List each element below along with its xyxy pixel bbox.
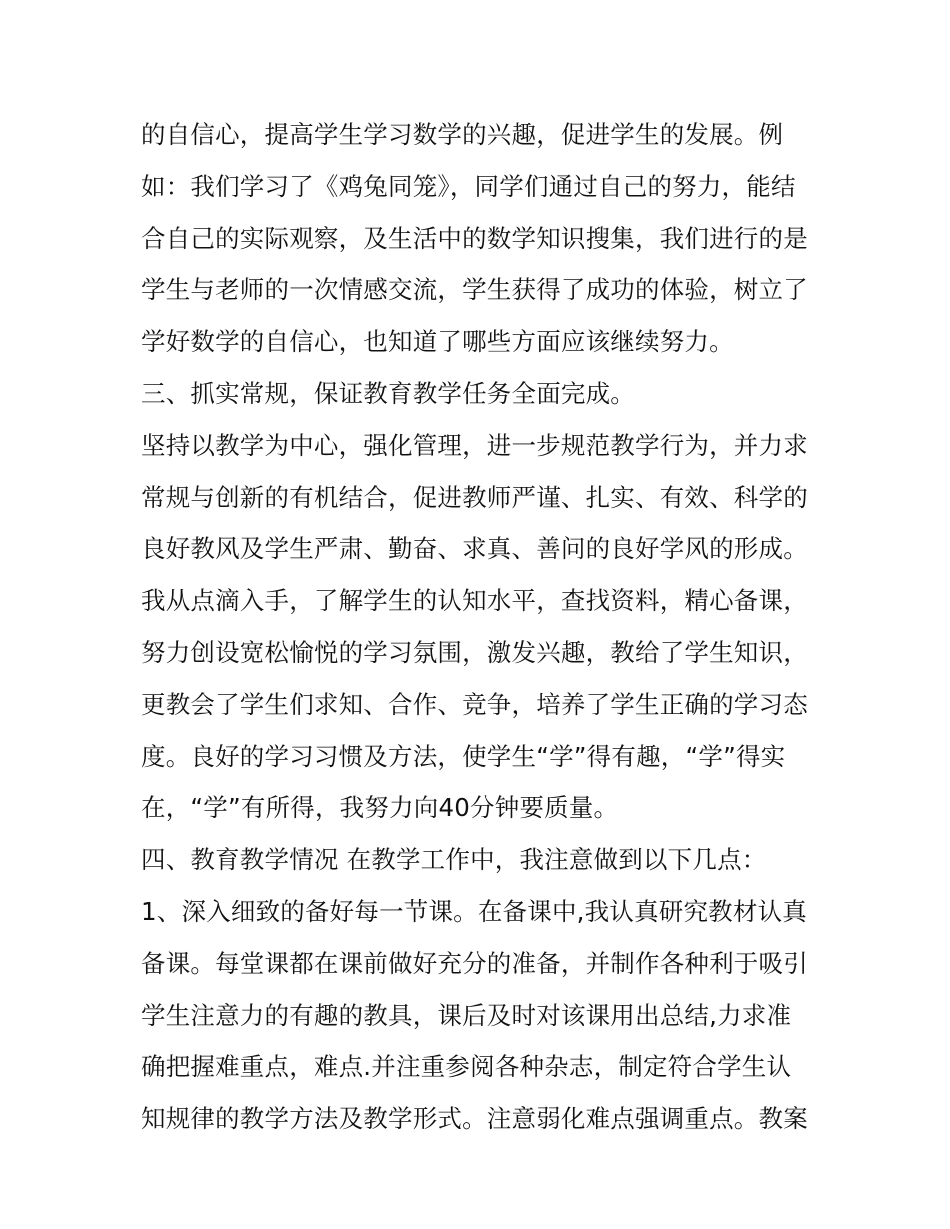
list-item-1: 1、深入细致的备好每一节课。在备课中,我认真研究教材认真 bbox=[141, 896, 807, 926]
text-line: 学生注意力的有趣的教具，课后及时对该课用出总结,力求准 bbox=[141, 1000, 792, 1030]
text-line: 的自信心，提高学生学习数学的兴趣，促进学生的发展。例 bbox=[141, 120, 784, 149]
text-line: 如：我们学习了《鸡兔同笼》，同学们通过自己的努力，能结 bbox=[141, 171, 796, 201]
text-line: 学生与老师的一次情感交流，学生获得了成功的体验，树立了 bbox=[141, 275, 808, 305]
section-heading-4: 四、教育教学情况 在教学工作中，我注意做到以下几点： bbox=[141, 845, 767, 875]
section-heading-3: 三、抓实常规，保证教育教学任务全面完成。 bbox=[141, 378, 635, 408]
text-line: 坚持以教学为中心，强化管理，进一步规范教学行为，并力求 bbox=[141, 430, 808, 460]
text-line: 确把握难重点，难点.并注重参阅各种杂志，制定符合学生认 bbox=[141, 1052, 792, 1082]
text-line: 合自己的实际观察，及生活中的数学知识搜集，我们进行的是 bbox=[141, 223, 808, 253]
text-line: 学好数学的自信心，也知道了哪些方面应该继续努力。 bbox=[141, 327, 734, 357]
text-line: 努力创设宽松愉悦的学习氛围，激发兴趣，教给了学生知识， bbox=[141, 637, 808, 667]
document-body bbox=[141, 109, 821, 1145]
text-line: 我从点滴入手，了解学生的认知水平，查找资料，精心备课， bbox=[141, 586, 808, 616]
text-line: 度。良好的学习习惯及方法，使学生“学”得有趣，“学”得实 bbox=[141, 741, 786, 771]
text-line: 知规律的教学方法及教学形式。注意弱化难点强调重点。教案 bbox=[141, 1104, 808, 1134]
text-line: 备课。每堂课都在课前做好充分的准备，并制作各种利于吸引 bbox=[141, 948, 808, 978]
text-line: 常规与创新的有机结合，促进教师严谨、扎实、有效、科学的 bbox=[141, 482, 808, 512]
text-line: 在，“学”有所得，我努力向40分钟要质量。 bbox=[141, 793, 619, 823]
text-line: 更教会了学生们求知、合作、竞争，培养了学生正确的学习态 bbox=[141, 689, 808, 719]
text-line: 良好教风及学生严肃、勤奋、求真、善问的良好学风的形成。 bbox=[141, 534, 808, 564]
